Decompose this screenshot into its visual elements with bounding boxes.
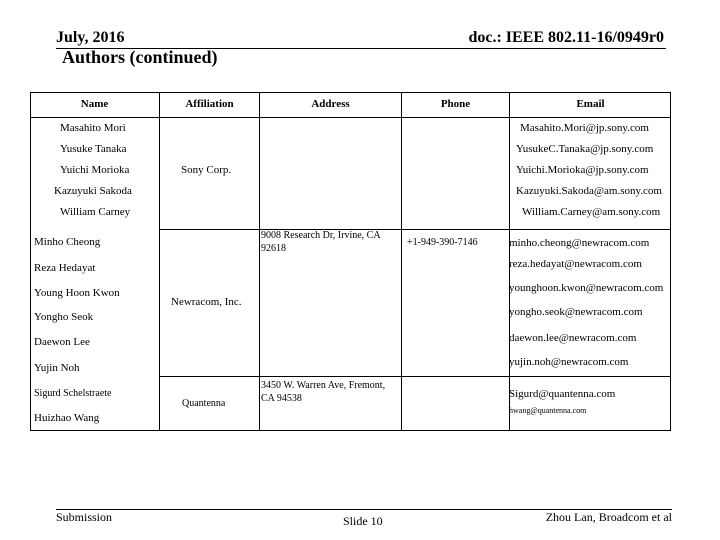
page-title: Authors (continued) (62, 47, 218, 67)
author-name: Young Hoon Kwon (34, 287, 120, 299)
author-email: younghoon.kwon@newracom.com (509, 282, 664, 294)
author-name: Huizhao Wang (34, 412, 100, 424)
col-header-phone: Phone (440, 98, 471, 110)
author-name: Yongho Seok (34, 311, 94, 323)
author-email: YusukeC.Tanaka@jp.sony.com (516, 143, 654, 155)
col-divider (401, 92, 402, 431)
author-email: Kazuyuki.Sakoda@am.sony.com (516, 185, 662, 197)
author-email: minho.cheong@newracom.com (509, 237, 650, 249)
col-header-email: Email (576, 98, 605, 110)
header-date: July, 2016 (56, 29, 125, 46)
footer-submission: Submission (56, 510, 113, 524)
author-name: Daewon Lee (34, 336, 90, 348)
author-email: yongho.seok@newracom.com (509, 306, 643, 318)
author-name: Kazuyuki Sakoda (54, 185, 132, 197)
phone-newracom: +1-949-390-7146 (407, 237, 478, 248)
col-header-address: Address (311, 98, 350, 110)
author-email: Sigurd@quantenna.com (509, 388, 616, 400)
author-email: William.Carney@am.sony.com (522, 206, 661, 218)
author-name: Reza Hedayat (34, 262, 96, 274)
col-header-name: Name (80, 98, 109, 110)
affiliation-newracom: Newracom, Inc. (171, 296, 242, 308)
author-email: yujin.noh@newracom.com (509, 356, 629, 368)
author-name: Sigurd Schelstraete (34, 388, 112, 399)
author-name: Minho Cheong (34, 236, 101, 248)
author-email: Masahito.Mori@jp.sony.com (520, 122, 649, 134)
author-email: hwang@quantenna.com (509, 406, 587, 415)
group-divider (159, 376, 671, 377)
col-header-affiliation: Affiliation (185, 98, 234, 110)
author-email: Yuichi.Morioka@jp.sony.com (516, 164, 649, 176)
address-newracom: 9008 Research Dr, Irvine, CA 92618 (261, 230, 381, 254)
header-row-divider (30, 117, 671, 118)
author-name: William Carney (60, 206, 131, 218)
footer-slide-number: Slide 10 (343, 514, 383, 528)
group-divider (159, 229, 671, 230)
author-email: daewon.lee@newracom.com (509, 332, 637, 344)
affiliation-quantenna: Quantenna (182, 398, 226, 409)
col-divider (159, 92, 160, 431)
address-quantenna: 3450 W. Warren Ave, Fremont, CA 94538 (261, 380, 386, 404)
affiliation-sony: Sony Corp. (181, 164, 232, 176)
author-email: reza.hedayat@newracom.com (509, 258, 642, 270)
author-name: Yuichi Morioka (60, 164, 130, 176)
header-doc-id: doc.: IEEE 802.11-16/0949r0 (468, 29, 664, 46)
author-name: Yusuke Tanaka (60, 143, 127, 155)
footer-author: Zhou Lan, Broadcom et al (545, 510, 672, 524)
author-name: Masahito Mori (60, 122, 126, 134)
authors-table (30, 92, 671, 431)
author-name: Yujin Noh (34, 362, 80, 374)
col-divider (259, 92, 260, 431)
